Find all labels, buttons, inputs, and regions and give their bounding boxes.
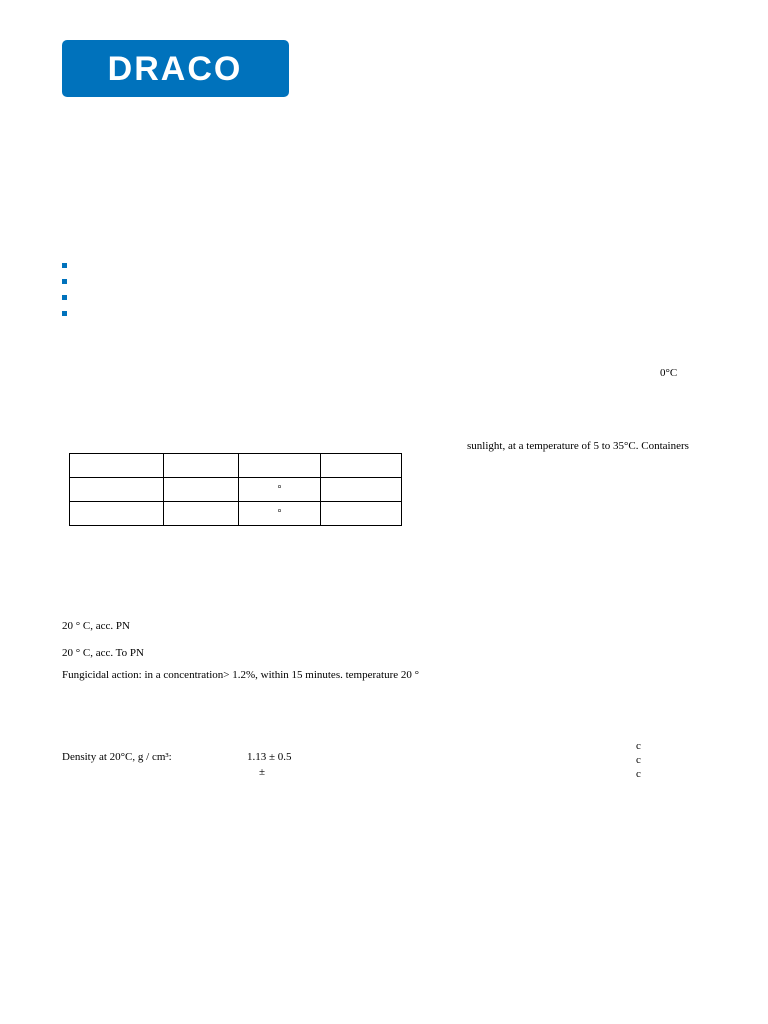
temperature-text: 0°C [660,367,678,379]
spec-line-2: 20 ° C, acc. To PN [62,647,144,659]
table-cell: ° [239,478,321,502]
density-value: 1.13 ± 0.5 [247,751,292,763]
list-bullet [62,295,67,300]
right-mark: c [636,740,641,752]
list-bullet [62,311,67,316]
table-cell [164,454,239,478]
right-mark: c [636,754,641,766]
right-mark: c [636,768,641,780]
list-bullet [62,279,67,284]
table-cell [164,478,239,502]
table-cell [70,454,164,478]
logo-text: DRACO [107,50,243,88]
table-cell [164,502,239,526]
list-bullet [62,263,67,268]
table-row [70,478,402,502]
table-cell [70,502,164,526]
table-cell: ° [239,502,321,526]
draco-logo [62,40,289,97]
table-cell [321,502,402,526]
draco-logo-mark [62,40,289,97]
spec-line-1: 20 ° C, acc. PN [62,620,130,632]
table-row [70,502,402,526]
density-plusminus: ± [259,766,266,778]
table-cell [70,478,164,502]
table-cell [239,454,321,478]
density-label: Density at 20°C, g / cm³: [62,751,172,763]
table-cell [321,478,402,502]
table-cell [321,454,402,478]
fungicidal-text: Fungicidal action: in a concentration> 1.2%, within 15 minutes. temperature 20 ° [62,669,420,681]
data-table [69,453,402,526]
table-row [70,454,402,478]
storage-text: sunlight, at a temperature of 5 to 35°C. Containers [467,440,689,452]
